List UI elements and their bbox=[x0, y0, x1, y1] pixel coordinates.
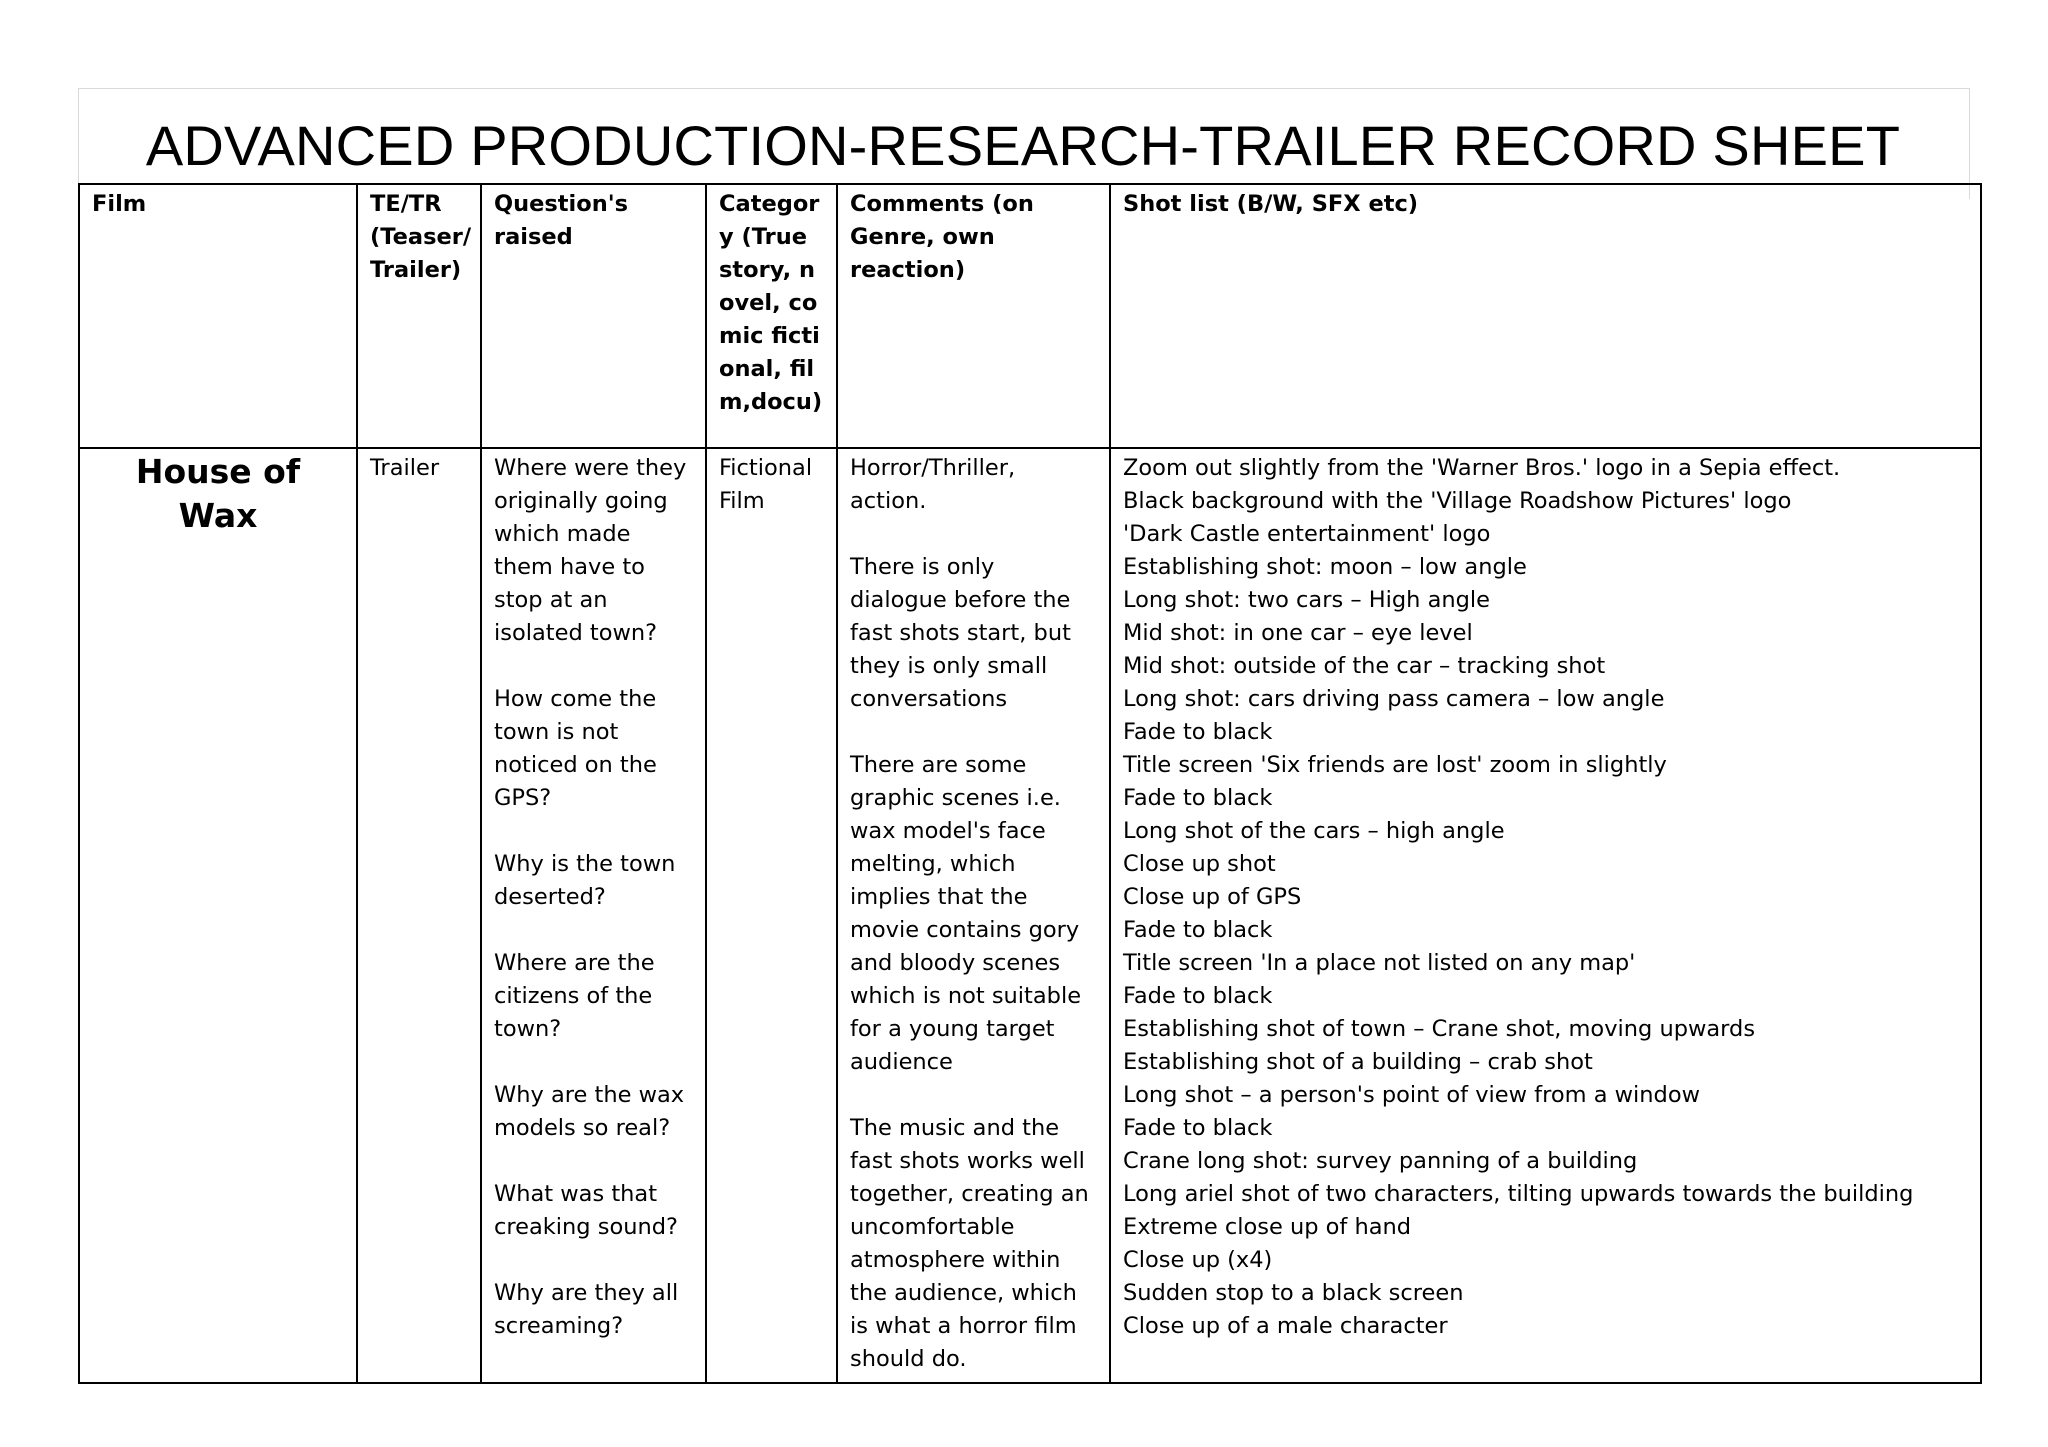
question-item: Why are the wax models so real? bbox=[494, 1082, 685, 1141]
shot-item: Close up of GPS bbox=[1123, 884, 1302, 910]
comment-item: Horror/Thriller, action. bbox=[850, 455, 1016, 514]
question-list bbox=[494, 452, 693, 1343]
shot-list bbox=[1123, 452, 1968, 1343]
trailer-record-table bbox=[78, 183, 1982, 1384]
shot-item: Zoom out slightly from the 'Warner Bros.' logo in a Sepia effect. bbox=[1123, 455, 1841, 481]
question-item: Why is the town deserted? bbox=[494, 851, 676, 910]
header-film: Film bbox=[79, 184, 357, 448]
question-item: Where are the citizens of the town? bbox=[494, 950, 655, 1042]
shot-item: Extreme close up of hand bbox=[1123, 1214, 1412, 1240]
comment-item: The music and the fast shots works well together, creating an uncomfortable atmosphere within the audience, which is what a horror film should do. bbox=[850, 1115, 1089, 1372]
header-category: Category (True story, novel, comic fictional, film,docu) bbox=[706, 184, 837, 448]
cell-type: Trailer bbox=[357, 448, 481, 1383]
header-shots: Shot list (B/W, SFX etc) bbox=[1110, 184, 1981, 448]
shot-item: Mid shot: in one car – eye level bbox=[1123, 620, 1473, 646]
shot-item: Close up shot bbox=[1123, 851, 1276, 877]
shot-item: Establishing shot of town – Crane shot, moving upwards bbox=[1123, 1016, 1756, 1042]
cell-category: Fictional Film bbox=[706, 448, 837, 1383]
header-comments: Comments (on Genre, own reaction) bbox=[837, 184, 1110, 448]
shot-item: Long shot – a person's point of view from a window bbox=[1123, 1082, 1701, 1108]
shot-item: Long shot: cars driving pass camera – low angle bbox=[1123, 686, 1665, 712]
page-title: ADVANCED PRODUCTION-RESEARCH-TRAILER RECORD SHEET bbox=[145, 114, 1901, 177]
shot-item: Close up (x4) bbox=[1123, 1247, 1273, 1273]
question-item: Why are they all screaming? bbox=[494, 1280, 679, 1339]
cell-film bbox=[79, 448, 357, 1383]
shot-item: Fade to black bbox=[1123, 785, 1273, 811]
comment-item: There is only dialogue before the fast shots start, but they is only small conversations bbox=[850, 554, 1071, 712]
cell-shots bbox=[1110, 448, 1981, 1383]
shot-item: 'Dark Castle entertainment' logo bbox=[1123, 521, 1491, 547]
comment-list bbox=[850, 452, 1097, 1376]
question-item: What was that creaking sound? bbox=[494, 1181, 678, 1240]
shot-item: Fade to black bbox=[1123, 719, 1273, 745]
shot-item: Long ariel shot of two characters, tilting upwards towards the building bbox=[1123, 1181, 1914, 1207]
shot-item: Long shot of the cars – high angle bbox=[1123, 818, 1505, 844]
film-title: House of Wax bbox=[135, 452, 301, 535]
header-row bbox=[79, 184, 1981, 448]
shot-item: Black background with the 'Village Roadshow Pictures' logo bbox=[1123, 488, 1792, 514]
shot-item: Fade to black bbox=[1123, 983, 1273, 1009]
question-item: How come the town is not noticed on the GPS? bbox=[494, 686, 657, 811]
header-type: TE/TR (Teaser/ Trailer) bbox=[357, 184, 481, 448]
header-questions: Question's raised bbox=[481, 184, 706, 448]
shot-item: Establishing shot: moon – low angle bbox=[1123, 554, 1527, 580]
shot-item: Fade to black bbox=[1123, 1115, 1273, 1141]
cell-comments bbox=[837, 448, 1110, 1383]
shot-item: Title screen 'Six friends are lost' zoom in slightly bbox=[1123, 752, 1667, 778]
table-row bbox=[79, 448, 1981, 1383]
shot-item: Long shot: two cars – High angle bbox=[1123, 587, 1491, 613]
shot-item: Sudden stop to a black screen bbox=[1123, 1280, 1464, 1306]
shot-item: Crane long shot: survey panning of a building bbox=[1123, 1148, 1638, 1174]
shot-item: Fade to black bbox=[1123, 917, 1273, 943]
shot-item: Mid shot: outside of the car – tracking shot bbox=[1123, 653, 1606, 679]
shot-item: Establishing shot of a building – crab shot bbox=[1123, 1049, 1593, 1075]
cell-questions bbox=[481, 448, 706, 1383]
comment-item: There are some graphic scenes i.e. wax model's face melting, which implies that the movie contains gory and bloody scenes which is not suitable for a young target audience bbox=[850, 752, 1082, 1075]
shot-item: Close up of a male character bbox=[1123, 1313, 1448, 1339]
question-item: Where were they originally going which made them have to stop at an isolated town? bbox=[494, 455, 687, 646]
shot-item: Title screen 'In a place not listed on any map' bbox=[1123, 950, 1636, 976]
